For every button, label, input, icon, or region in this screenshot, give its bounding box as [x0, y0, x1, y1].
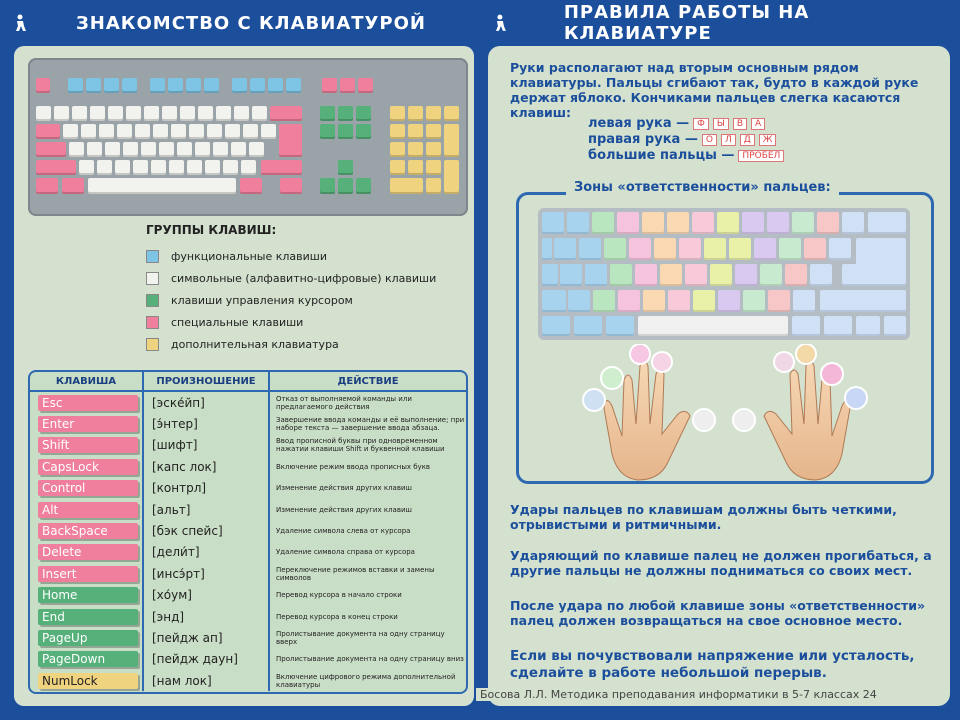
keyboard-key: [356, 106, 371, 121]
zone-key: [654, 238, 676, 260]
keyboard-key: [358, 78, 373, 93]
keyboard-key: [207, 124, 222, 139]
zone-key: [643, 290, 665, 312]
zone-key: [793, 290, 815, 312]
keyboard-key: [151, 160, 166, 175]
pronunciation-cell: [дели́т]: [142, 542, 268, 563]
keyboard-key: [356, 178, 371, 194]
zone-key: [767, 212, 789, 234]
table-row: [30, 456, 466, 477]
zone-key: [729, 238, 751, 260]
action-cell: Удаление символа слева от курсора: [268, 520, 466, 541]
zone-key: [692, 212, 714, 234]
keyboard-key: [123, 142, 138, 157]
person-icon: [14, 14, 28, 32]
keyboard-key: [216, 106, 231, 121]
key-cell: [30, 585, 142, 606]
key-cell: [30, 435, 142, 456]
keyboard-key: [168, 78, 183, 93]
action-cell: Удаление символа справа от курсора: [268, 542, 466, 563]
key-o: О: [702, 134, 717, 146]
zone-key: [824, 316, 852, 336]
table-row: [30, 478, 466, 499]
keyboard-key: [390, 160, 405, 175]
keyboard-key: [261, 160, 302, 175]
legend-label: специальные клавиши: [171, 315, 304, 329]
keyboard-key: [225, 124, 240, 139]
key-label: Shift: [38, 437, 138, 453]
zone-key: [829, 238, 851, 260]
zone-key: [592, 212, 614, 234]
keyboard-key: [81, 124, 96, 139]
legend-label: клавиши управления курсором: [171, 293, 353, 307]
keyboard-key: [88, 178, 236, 194]
key-cell: [30, 627, 142, 648]
zone-key: [542, 290, 566, 312]
key-label: Delete: [38, 544, 138, 560]
left-hand-line: [588, 116, 765, 131]
keyboard-key: [141, 142, 156, 157]
keyboard-key: [390, 124, 405, 139]
keyboard-key: [54, 106, 69, 121]
zone-key: [568, 290, 590, 312]
pronunciation-cell: [контрл]: [142, 478, 268, 499]
keyboard-key: [250, 78, 265, 93]
key-label: Home: [38, 587, 138, 603]
keyboard-key: [108, 106, 123, 121]
keyboard-key: [104, 78, 119, 93]
key-f: Ф: [693, 118, 709, 130]
zone-key: [768, 290, 790, 312]
pronunciation-cell: [капс лок]: [142, 456, 268, 477]
keyboard-key: [444, 160, 459, 194]
legend-label: дополнительная клавиатура: [171, 337, 339, 351]
table-row: [30, 392, 466, 413]
legend-item: [146, 293, 353, 307]
zone-key: [542, 264, 558, 286]
keys-table: [28, 370, 468, 694]
finger-zones-title: Зоны «ответственности» пальцев:: [566, 180, 839, 195]
key-a: А: [751, 118, 765, 130]
keyboard-key: [159, 142, 174, 157]
zone-key: [735, 264, 757, 286]
zone-key: [810, 264, 832, 286]
keyboard-key: [426, 160, 441, 175]
key-label: CapsLock: [38, 459, 138, 475]
keyboard-key: [408, 106, 423, 121]
keyboard-key: [223, 160, 238, 175]
key-cell: [30, 670, 142, 691]
zone-key: [574, 316, 602, 336]
zone-key: [856, 316, 880, 336]
keyboard-key: [338, 124, 353, 139]
action-cell: Перевод курсора в конец строки: [268, 606, 466, 627]
keyboard-key: [320, 106, 335, 121]
key-cell: [30, 499, 142, 520]
zone-key: [868, 212, 906, 234]
key-cell: [30, 606, 142, 627]
action-cell: Изменение действия других клавиш: [268, 499, 466, 520]
keyboard-illustration: [28, 58, 468, 216]
action-cell: Включение цифрового режима дополнительной клавиатуры: [268, 670, 466, 691]
rule-3: После удара по любой клавише зоны «ответственности» палец должен возвращаться на свое основное место.: [510, 598, 926, 628]
keyboard-key: [105, 142, 120, 157]
zone-key: [542, 238, 552, 260]
legend-swatch: [146, 316, 159, 329]
keyboard-key: [232, 78, 247, 93]
keyboard-key: [144, 106, 159, 121]
key-cell: [30, 392, 142, 413]
keyboard-key: [261, 124, 276, 139]
pronunciation-cell: [альт]: [142, 499, 268, 520]
zone-key: [560, 264, 582, 286]
zone-key: [718, 290, 740, 312]
keyboard-key: [198, 106, 213, 121]
zone-key: [804, 238, 826, 260]
zone-key: [642, 212, 664, 234]
zone-key: [792, 316, 820, 336]
keyboard-key: [426, 106, 441, 121]
legend-label: символьные (алфавитно-цифровые) клавиши: [171, 271, 437, 285]
keyboard-key: [408, 124, 423, 139]
keyboard-key: [408, 142, 423, 157]
legend-label: функциональные клавиши: [171, 249, 327, 263]
thumbs-label: большие пальцы —: [588, 148, 735, 163]
rule-2: Ударяющий по клавише палец не должен прогибаться, а другие пальцы не должны подниматься со своих мест.: [510, 548, 932, 578]
zone-key: [685, 264, 707, 286]
zone-key: [567, 212, 589, 234]
table-row: [30, 606, 466, 627]
hands-illustration: [582, 344, 872, 484]
zone-key: [785, 264, 807, 286]
finger-zones-keyboard: [538, 208, 910, 340]
keyboard-key: [240, 178, 262, 194]
zone-key: [604, 238, 626, 260]
key-zh: Ж: [759, 134, 777, 146]
keyboard-key: [205, 160, 220, 175]
keyboard-key: [117, 124, 132, 139]
key-label: NumLock: [38, 673, 138, 689]
zone-key: [743, 290, 765, 312]
keyboard-key: [86, 78, 101, 93]
right-title-bar: [480, 0, 960, 46]
keyboard-key: [195, 142, 210, 157]
zone-key: [754, 238, 776, 260]
legend-swatch: [146, 294, 159, 307]
keyboard-key: [340, 78, 355, 93]
keyboard-key: [69, 142, 84, 157]
key-cell: [30, 542, 142, 563]
key-label: Insert: [38, 566, 138, 582]
keyboard-key: [187, 160, 202, 175]
keyboard-key: [320, 178, 335, 194]
keyboard-key: [189, 124, 204, 139]
key-cell: [30, 413, 142, 434]
keyboard-key: [186, 78, 201, 93]
keyboard-key: [36, 78, 50, 93]
keyboard-key: [99, 124, 114, 139]
keyboard-key: [122, 78, 137, 93]
person-icon: [494, 14, 508, 32]
zone-key: [779, 238, 801, 260]
pronunciation-cell: [пейдж ап]: [142, 627, 268, 648]
keyboard-key: [177, 142, 192, 157]
keyboard-key: [162, 106, 177, 121]
left-title: ЗНАКОМСТВО С КЛАВИАТУРОЙ: [76, 12, 426, 34]
legend-swatch: [146, 250, 159, 263]
keyboard-key: [169, 160, 184, 175]
key-cell: [30, 520, 142, 541]
keyboard-key: [268, 78, 283, 93]
zone-key: [617, 212, 639, 234]
keyboard-key: [79, 160, 94, 175]
right-title: ПРАВИЛА РАБОТЫ НА КЛАВИАТУРЕ: [563, 2, 810, 44]
pronunciation-cell: [пейдж даун]: [142, 649, 268, 670]
key-label: Alt: [38, 502, 138, 518]
table-row: [30, 585, 466, 606]
zone-key: [638, 316, 788, 336]
action-cell: Включение режим ввода прописных букв: [268, 456, 466, 477]
rule-4: Если вы почувствовали напряжение или усталость, сделайте в работе небольшой перерыв.: [510, 648, 915, 681]
keyboard-key: [36, 124, 60, 139]
key-cell: [30, 456, 142, 477]
keyboard-key: [36, 160, 76, 175]
legend-title: ГРУППЫ КЛАВИШ:: [146, 223, 277, 237]
keyboard-key: [150, 78, 165, 93]
key-y: Ы: [713, 118, 729, 130]
legend-item: [146, 249, 327, 263]
keyboard-key: [97, 160, 112, 175]
keyboard-key: [36, 106, 51, 121]
legend-item: [146, 315, 303, 329]
zone-key: [842, 212, 864, 234]
action-cell: Завершение ввода команды и её выполнение; при наборе текста — завершение ввода абзаца.: [268, 413, 466, 434]
zone-key: [884, 316, 906, 336]
action-cell: Пролистывание документа на одну страницу вниз: [268, 649, 466, 670]
zone-key: [693, 290, 715, 312]
zone-key: [792, 212, 814, 234]
keyboard-key: [135, 124, 150, 139]
keyboard-key: [279, 124, 302, 157]
keyboard-key: [286, 78, 301, 93]
key-v: В: [733, 118, 747, 130]
action-cell: Ввод прописной буквы при одновременном нажатии клавиши Shift и буквенной клавиши: [268, 435, 466, 456]
zone-key: [542, 212, 564, 234]
keyboard-key: [444, 106, 459, 121]
table-row: [30, 435, 466, 456]
zone-key: [660, 264, 682, 286]
table-row: [30, 542, 466, 563]
table-row: [30, 670, 466, 691]
keyboard-key: [171, 124, 186, 139]
keyboard-key: [390, 142, 405, 157]
key-label: End: [38, 609, 138, 625]
keyboard-key: [280, 178, 302, 194]
legend-swatch: [146, 272, 159, 285]
keyboard-key: [270, 106, 302, 121]
key-label: Control: [38, 480, 138, 496]
zone-key: [593, 290, 615, 312]
pronunciation-cell: [инсэ́рт]: [142, 563, 268, 584]
zone-key: [554, 238, 576, 260]
key-label: BackSpace: [38, 523, 138, 539]
table-row: [30, 563, 466, 584]
key-label: PageDown: [38, 651, 138, 667]
keyboard-key: [426, 178, 441, 194]
keyboard-key: [426, 142, 441, 157]
pronunciation-cell: [нам лок]: [142, 670, 268, 691]
keyboard-key: [72, 106, 87, 121]
keyboard-key: [338, 160, 353, 175]
pronunciation-cell: [э́нтер]: [142, 413, 268, 434]
zone-key: [842, 264, 906, 286]
keyboard-key: [62, 178, 84, 194]
keyboard-key: [63, 124, 78, 139]
action-cell: Пролистывание документа на одну страницу вверх: [268, 627, 466, 648]
key-d: Д: [740, 134, 755, 146]
keyboard-key: [252, 106, 267, 121]
table-row: [30, 413, 466, 434]
key-label: Enter: [38, 416, 138, 432]
pronunciation-cell: [бэк спейс]: [142, 520, 268, 541]
right-hand-line: [588, 132, 776, 147]
zone-key: [606, 316, 634, 336]
keyboard-key: [36, 178, 58, 194]
zone-key: [542, 316, 570, 336]
zone-key: [585, 264, 607, 286]
header-action: ДЕЙСТВИЕ: [268, 372, 466, 390]
left-panel: [14, 46, 474, 706]
pronunciation-cell: [эске́йп]: [142, 392, 268, 413]
action-cell: Отказ от выполняемой команды или предлагаемого действия: [268, 392, 466, 413]
zone-key: [668, 290, 690, 312]
keyboard-key: [241, 160, 256, 175]
keyboard-key: [243, 124, 258, 139]
zone-key: [742, 212, 764, 234]
pronunciation-cell: [энд]: [142, 606, 268, 627]
keyboard-key: [390, 106, 405, 121]
intro-text: Руки располагают над вторым основным рядом клавиатуры. Пальцы сгибают так, будто в каждой руке держат яблоко. Кончиками пальцев слегка касаются клавиш:: [510, 60, 919, 120]
zone-key: [679, 238, 701, 260]
key-cell: [30, 649, 142, 670]
key-cell: [30, 478, 142, 499]
legend-item: [146, 337, 339, 351]
table-row: [30, 627, 466, 648]
legend-item: [146, 271, 436, 285]
zone-key: [579, 238, 601, 260]
action-cell: Перевод курсора в начало строки: [268, 585, 466, 606]
zone-key: [717, 212, 739, 234]
keyboard-key: [153, 124, 168, 139]
left-title-bar: [0, 0, 480, 46]
key-label: Esc: [38, 395, 138, 411]
zone-key: [760, 264, 782, 286]
action-cell: Изменение действия других клавиш: [268, 478, 466, 499]
table-header: [30, 372, 466, 392]
header-pronunciation: ПРОИЗНОШЕНИЕ: [142, 372, 268, 390]
footer-caption: Босова Л.Л. Методика преподавания информатики в 5-7 классах 24: [476, 688, 881, 701]
keyboard-key: [180, 106, 195, 121]
keyboard-key: [356, 124, 371, 139]
right-panel: [488, 46, 950, 706]
keyboard-key: [126, 106, 141, 121]
zone-key: [704, 238, 726, 260]
keyboard-key: [36, 142, 66, 157]
keyboard-key: [204, 78, 219, 93]
keyboard-key: [320, 124, 335, 139]
keyboard-key: [408, 160, 423, 175]
zone-key: [629, 238, 651, 260]
zone-key: [820, 290, 906, 312]
keyboard-key: [234, 106, 249, 121]
table-row: [30, 649, 466, 670]
keyboard-key: [133, 160, 148, 175]
keyboard-key: [90, 106, 105, 121]
right-hand-label: правая рука —: [588, 132, 698, 147]
keyboard-key: [249, 142, 264, 157]
zone-key: [610, 264, 632, 286]
keyboard-key: [213, 142, 228, 157]
table-row: [30, 499, 466, 520]
pronunciation-cell: [шифт]: [142, 435, 268, 456]
thumbs-line: [588, 148, 784, 163]
keyboard-key: [444, 124, 459, 157]
table-body: [30, 392, 466, 691]
keyboard-key: [231, 142, 246, 157]
keyboard-key: [338, 178, 353, 194]
keyboard-key: [322, 78, 337, 93]
rule-1: Удары пальцев по клавишам должны быть четкими, отрывистыми и ритмичными.: [510, 502, 897, 532]
keyboard-key: [338, 106, 353, 121]
key-space: ПРОБЕЛ: [738, 150, 784, 162]
key-cell: [30, 563, 142, 584]
zone-key: [618, 290, 640, 312]
key-label: PageUp: [38, 630, 138, 646]
keyboard-key: [426, 124, 441, 139]
keyboard-key: [115, 160, 130, 175]
pronunciation-cell: [хо́ум]: [142, 585, 268, 606]
keyboard-key: [68, 78, 83, 93]
keyboard-key: [87, 142, 102, 157]
keyboard-key: [390, 178, 423, 194]
zone-key: [667, 212, 689, 234]
legend-swatch: [146, 338, 159, 351]
zone-key: [817, 212, 839, 234]
header-key: КЛАВИША: [55, 375, 117, 387]
action-cell: Переключение режимов вставки и замены символов: [268, 563, 466, 584]
table-row: [30, 520, 466, 541]
zone-key: [635, 264, 657, 286]
zone-key: [710, 264, 732, 286]
left-hand-label: левая рука —: [588, 116, 690, 131]
key-l: Л: [721, 134, 736, 146]
